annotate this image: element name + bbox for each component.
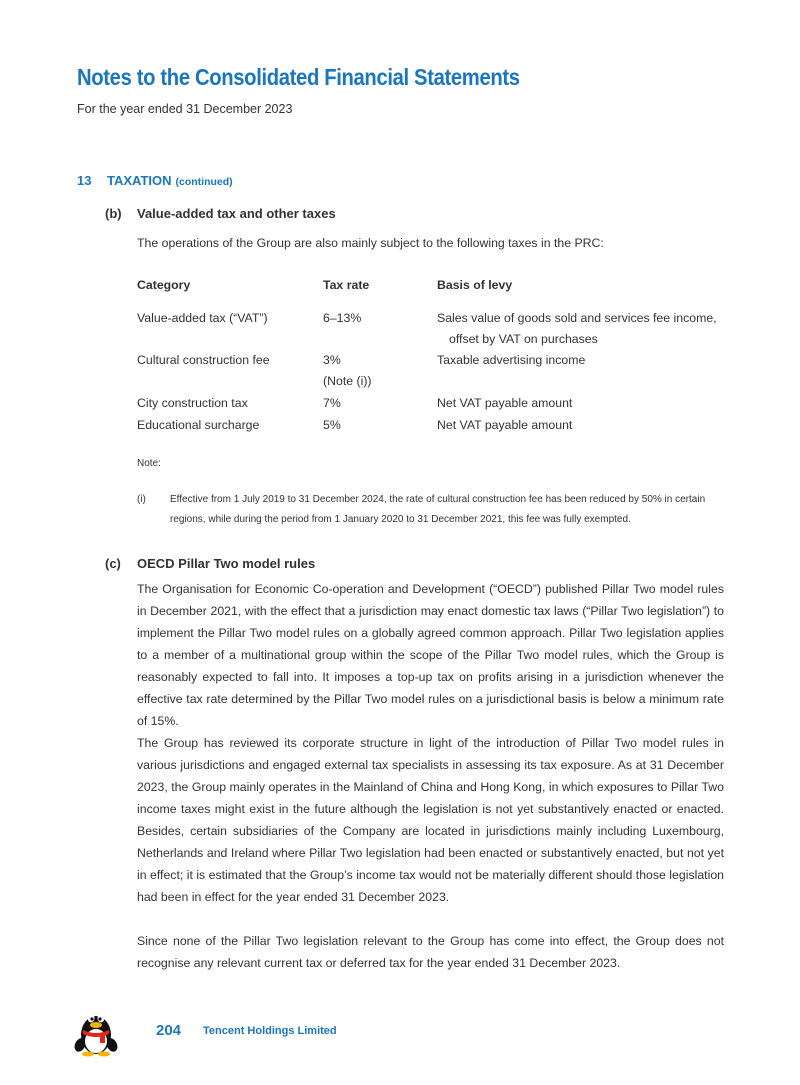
cell-category: Cultural construction fee xyxy=(137,353,270,367)
cell-rate: 6–13% xyxy=(323,311,362,325)
paragraph: The Organisation for Economic Co-operation and Development (“OECD”) published Pillar Two model rules in December 2021, with the effect that a jurisdiction may enact domestic tax laws (“Pillar Two legislation”) to implement the Pillar Two model rules on a globally agreed common approach. Pillar Two legislation applies to a member of a multinational group within the scope of the Pillar Two model rules, which the Group is reasonably expected to fall into. It imposes a top-up tax on profits arising in a jurisdiction whenever the effective tax rate determined by the Pillar Two model rules on a jurisdictional basis is below a minimum rate of 15%. xyxy=(137,582,724,728)
subsection-b-intro: The operations of the Group are also mainly subject to the following taxes in the PRC: xyxy=(137,236,604,250)
cell-basis: Net VAT payable amount xyxy=(437,396,573,410)
page-title: Notes to the Consolidated Financial Statements xyxy=(77,64,520,90)
cell-rate: 3% xyxy=(323,353,341,367)
col-header-basis: Basis of levy xyxy=(437,278,513,292)
subsection-b-heading xyxy=(105,206,336,221)
subsection-c-letter: (c) xyxy=(105,556,121,571)
note-marker: (i) xyxy=(137,494,146,505)
cell-rate-note: (Note (i)) xyxy=(323,374,372,388)
col-header-category: Category xyxy=(137,278,191,292)
subsection-c-heading xyxy=(105,556,316,571)
section-continued: (continued) xyxy=(175,176,233,188)
cell-basis: Sales value of goods sold and services fee income, xyxy=(437,311,717,325)
cell-basis: Net VAT payable amount xyxy=(437,418,573,432)
subsection-b-title: Value-added tax and other taxes xyxy=(137,206,336,221)
note-label: Note: xyxy=(137,458,161,469)
paragraph: The Group has reviewed its corporate structure in light of the introduction of Pillar Two model rules in various jurisdictions and engaged external tax specialists in assessing its tax exposure. As at 31 December 2023, the Group mainly operates in the Mainland of China and Hong Kong, in which exposures to Pillar Two income taxes might exist in the future although the legislation is not yet substantively enacted or enacted. Besides, certain subsidiaries of the Company are located in jurisdictions mainly including Luxembourg, Netherlands and Ireland where Pillar Two legislation had been enacted or substantively enacted, but not yet in effect; it is estimated that the Group’s income tax would not be materially different should those legislation had been in effect for the year ended 31 December 2023. xyxy=(137,736,724,904)
paragraph: Since none of the Pillar Two legislation relevant to the Group has come into effect, the Group does not recognise any relevant current tax or deferred tax for the year ended 31 December 2023. xyxy=(137,934,724,970)
penguin-mascot-icon xyxy=(74,1005,118,1057)
cell-category: Educational surcharge xyxy=(137,418,260,432)
section-heading xyxy=(77,173,233,188)
page-number: 204 xyxy=(156,1022,182,1039)
note-text-line-2: regions, while during the period from 1 January 2020 to 31 December 2021, this fee was fully exempted. xyxy=(170,514,631,525)
col-header-tax-rate: Tax rate xyxy=(323,278,370,292)
section-number: 13 xyxy=(77,173,92,188)
cell-basis-continued: offset by VAT on purchases xyxy=(449,332,598,346)
subsection-b-letter: (b) xyxy=(105,206,122,221)
page-subtitle: For the year ended 31 December 2023 xyxy=(77,102,293,116)
cell-rate: 5% xyxy=(323,418,341,432)
subsection-c-title: OECD Pillar Two model rules xyxy=(137,556,316,571)
cell-rate: 7% xyxy=(323,396,341,410)
cell-category: City construction tax xyxy=(137,396,248,410)
note-text-line-1: Effective from 1 July 2019 to 31 December 2024, the rate of cultural construction fee has been reduced by 50% in certain xyxy=(170,494,706,505)
cell-basis: Taxable advertising income xyxy=(437,353,586,367)
note-text xyxy=(170,494,728,525)
cell-category: Value-added tax (“VAT”) xyxy=(137,311,268,325)
section-title: TAXATION xyxy=(107,173,172,188)
company-name: Tencent Holdings Limited xyxy=(203,1025,337,1037)
